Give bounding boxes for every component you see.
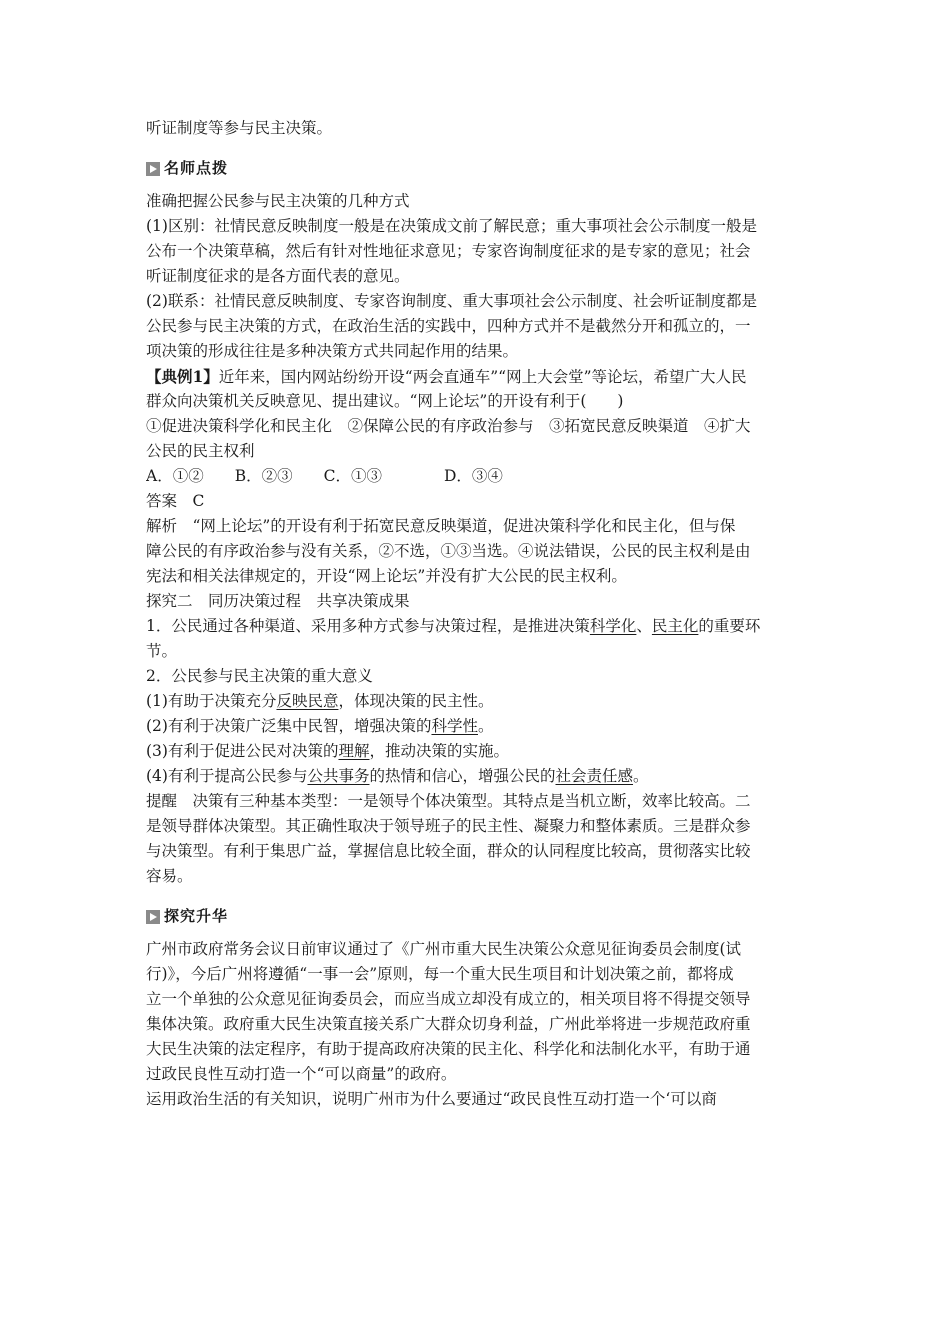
text-line: 集体决策。政府重大民生决策直接关系广大群众切身利益，广州此举将进一步规范政府重 bbox=[146, 1015, 751, 1033]
text-line: 过政民良性互动打造一个“可以商量”的政府。 bbox=[146, 1065, 457, 1083]
text-line: 障公民的有序政治参与没有关系，②不选，①③当选。④说法错误，公民的民主权利是由 bbox=[146, 542, 751, 560]
text-line: ①促进决策科学化和民主化 ②保障公民的有序政治参与 ③拓宽民意反映渠道 ④扩大 bbox=[146, 417, 751, 435]
section-heading-title: 名师点拨 bbox=[164, 159, 229, 177]
text-line: 公民的民主权利 bbox=[146, 442, 255, 460]
text-line: 听证制度等参与民主决策。 bbox=[146, 119, 333, 137]
text-run: 的重要环 bbox=[698, 617, 761, 635]
underlined-term: 科学性 bbox=[431, 717, 478, 735]
example-label: 【典例1】 bbox=[146, 367, 219, 386]
section-heading-title: 探究升华 bbox=[164, 907, 229, 925]
underlined-term: 社会责任感 bbox=[555, 767, 634, 785]
answer-line: 答案 C bbox=[146, 492, 205, 510]
section-heading-tips bbox=[146, 156, 811, 181]
text-line: 项决策的形成往往是多种决策方式共同起作用的结果。 bbox=[146, 342, 519, 360]
text-line: 提醒 决策有三种基本类型：一是领导个体决策型。其特点是当机立断，效率比较高。二 bbox=[146, 792, 751, 810]
underlined-term: 民主化 bbox=[651, 617, 699, 635]
document-page bbox=[146, 116, 811, 1112]
example-question-text: 近年来，国内网站纷纷开设“两会直通车”“网上大会堂”等论坛，希望广大人民 bbox=[218, 368, 747, 386]
subsection-title: 探究二 同历决策过程 共享决策成果 bbox=[146, 592, 410, 610]
text-line bbox=[146, 614, 811, 639]
text-line bbox=[146, 714, 811, 739]
section-heading-advance bbox=[146, 904, 811, 929]
text-line: 公民参与民主决策的方式，在政治生活的实践中，四种方式并不是截然分开和孤立的，一 bbox=[146, 317, 751, 335]
text-line: 听证制度征求的是各方面代表的意见。 bbox=[146, 267, 410, 285]
underlined-term: 理解 bbox=[338, 742, 370, 760]
text-line: 容易。 bbox=[146, 867, 193, 885]
text-run: (1)有助于决策充分 bbox=[146, 692, 277, 710]
text-run: 的热情和信心，增强公民的 bbox=[369, 767, 556, 785]
text-line: (1)区别：社情民意反映制度一般是在决策成文前了解民意；重大事项社会公示制度一般是 bbox=[146, 217, 757, 235]
text-line: 行)》，今后广州将遵循“一事一会”原则，每一个重大民生项目和计划决策之前，都将成 bbox=[146, 965, 734, 983]
text-line bbox=[146, 689, 811, 714]
text-line: 广州市政府常务会议日前审议通过了《广州市重大民生决策公众意见征询委员会制度(试 bbox=[146, 940, 742, 958]
text-line bbox=[146, 739, 811, 764]
text-line: 与决策型。有利于集思广益，掌握信息比较全面，群众的认同程度比较高，贯彻落实比较 bbox=[146, 842, 751, 860]
text-run: (3)有利于促进公民对决策的 bbox=[146, 742, 339, 760]
text-line: 节。 bbox=[146, 642, 178, 660]
text-line: 立一个单独的公众意见征询委员会，而应当成立却没有成立的，相关项目将不得提交领导 bbox=[146, 990, 751, 1008]
text-run: 1．公民通过各种渠道、采用多种方式参与决策过程，是推进决策 bbox=[146, 617, 590, 635]
text-line: 公布一个决策草稿，然后有针对性地征求意见；专家咨询制度征求的是专家的意见；社会 bbox=[146, 242, 751, 260]
text-run: 、 bbox=[636, 617, 652, 635]
play-triangle-icon bbox=[146, 162, 160, 176]
text-line: 2．公民参与民主决策的重大意义 bbox=[146, 667, 373, 685]
text-line: 宪法和相关法律规定的，开设“网上论坛”并没有扩大公民的民主权利。 bbox=[146, 567, 627, 585]
text-run: ，体现决策的民主性。 bbox=[338, 692, 494, 710]
text-run: (2)有利于决策广泛集中民智，增强决策的 bbox=[146, 717, 432, 735]
text-run: (4)有利于提高公民参与 bbox=[146, 767, 308, 785]
text-line: 是领导群体决策型。其正确性取决于领导班子的民主性、凝聚力和整体素质。三是群众参 bbox=[146, 817, 751, 835]
example-question-line bbox=[146, 364, 811, 389]
text-line: 大民生决策的法定程序，有助于提高政府决策的民主化、科学化和法制化水平，有助于通 bbox=[146, 1040, 751, 1058]
play-triangle-icon bbox=[146, 910, 160, 924]
answer-options: A．①② B．②③ C．①③ D．③④ bbox=[146, 467, 503, 485]
underlined-term: 反映民意 bbox=[276, 692, 339, 710]
text-run: ，推动决策的实施。 bbox=[369, 742, 509, 760]
text-line: 解析 “网上论坛”的开设有利于拓宽民意反映渠道，促进决策科学化和民主化，但与保 bbox=[146, 517, 736, 535]
underlined-term: 公共事务 bbox=[307, 767, 370, 785]
text-run: 。 bbox=[633, 767, 649, 785]
text-line: 运用政治生活的有关知识，说明广州市为什么要通过“政民良性互动打造一个‘可以商 bbox=[146, 1090, 717, 1108]
text-line: 准确把握公民参与民主决策的几种方式 bbox=[146, 192, 410, 210]
text-line bbox=[146, 764, 811, 789]
text-run: 。 bbox=[477, 717, 494, 735]
underlined-term: 科学化 bbox=[589, 617, 637, 635]
text-line: (2)联系：社情民意反映制度、专家咨询制度、重大事项社会公示制度、社会听证制度都是 bbox=[146, 292, 757, 310]
text-line: 群众向决策机关反映意见、提出建议。“网上论坛”的开设有利于( ) bbox=[146, 392, 624, 410]
